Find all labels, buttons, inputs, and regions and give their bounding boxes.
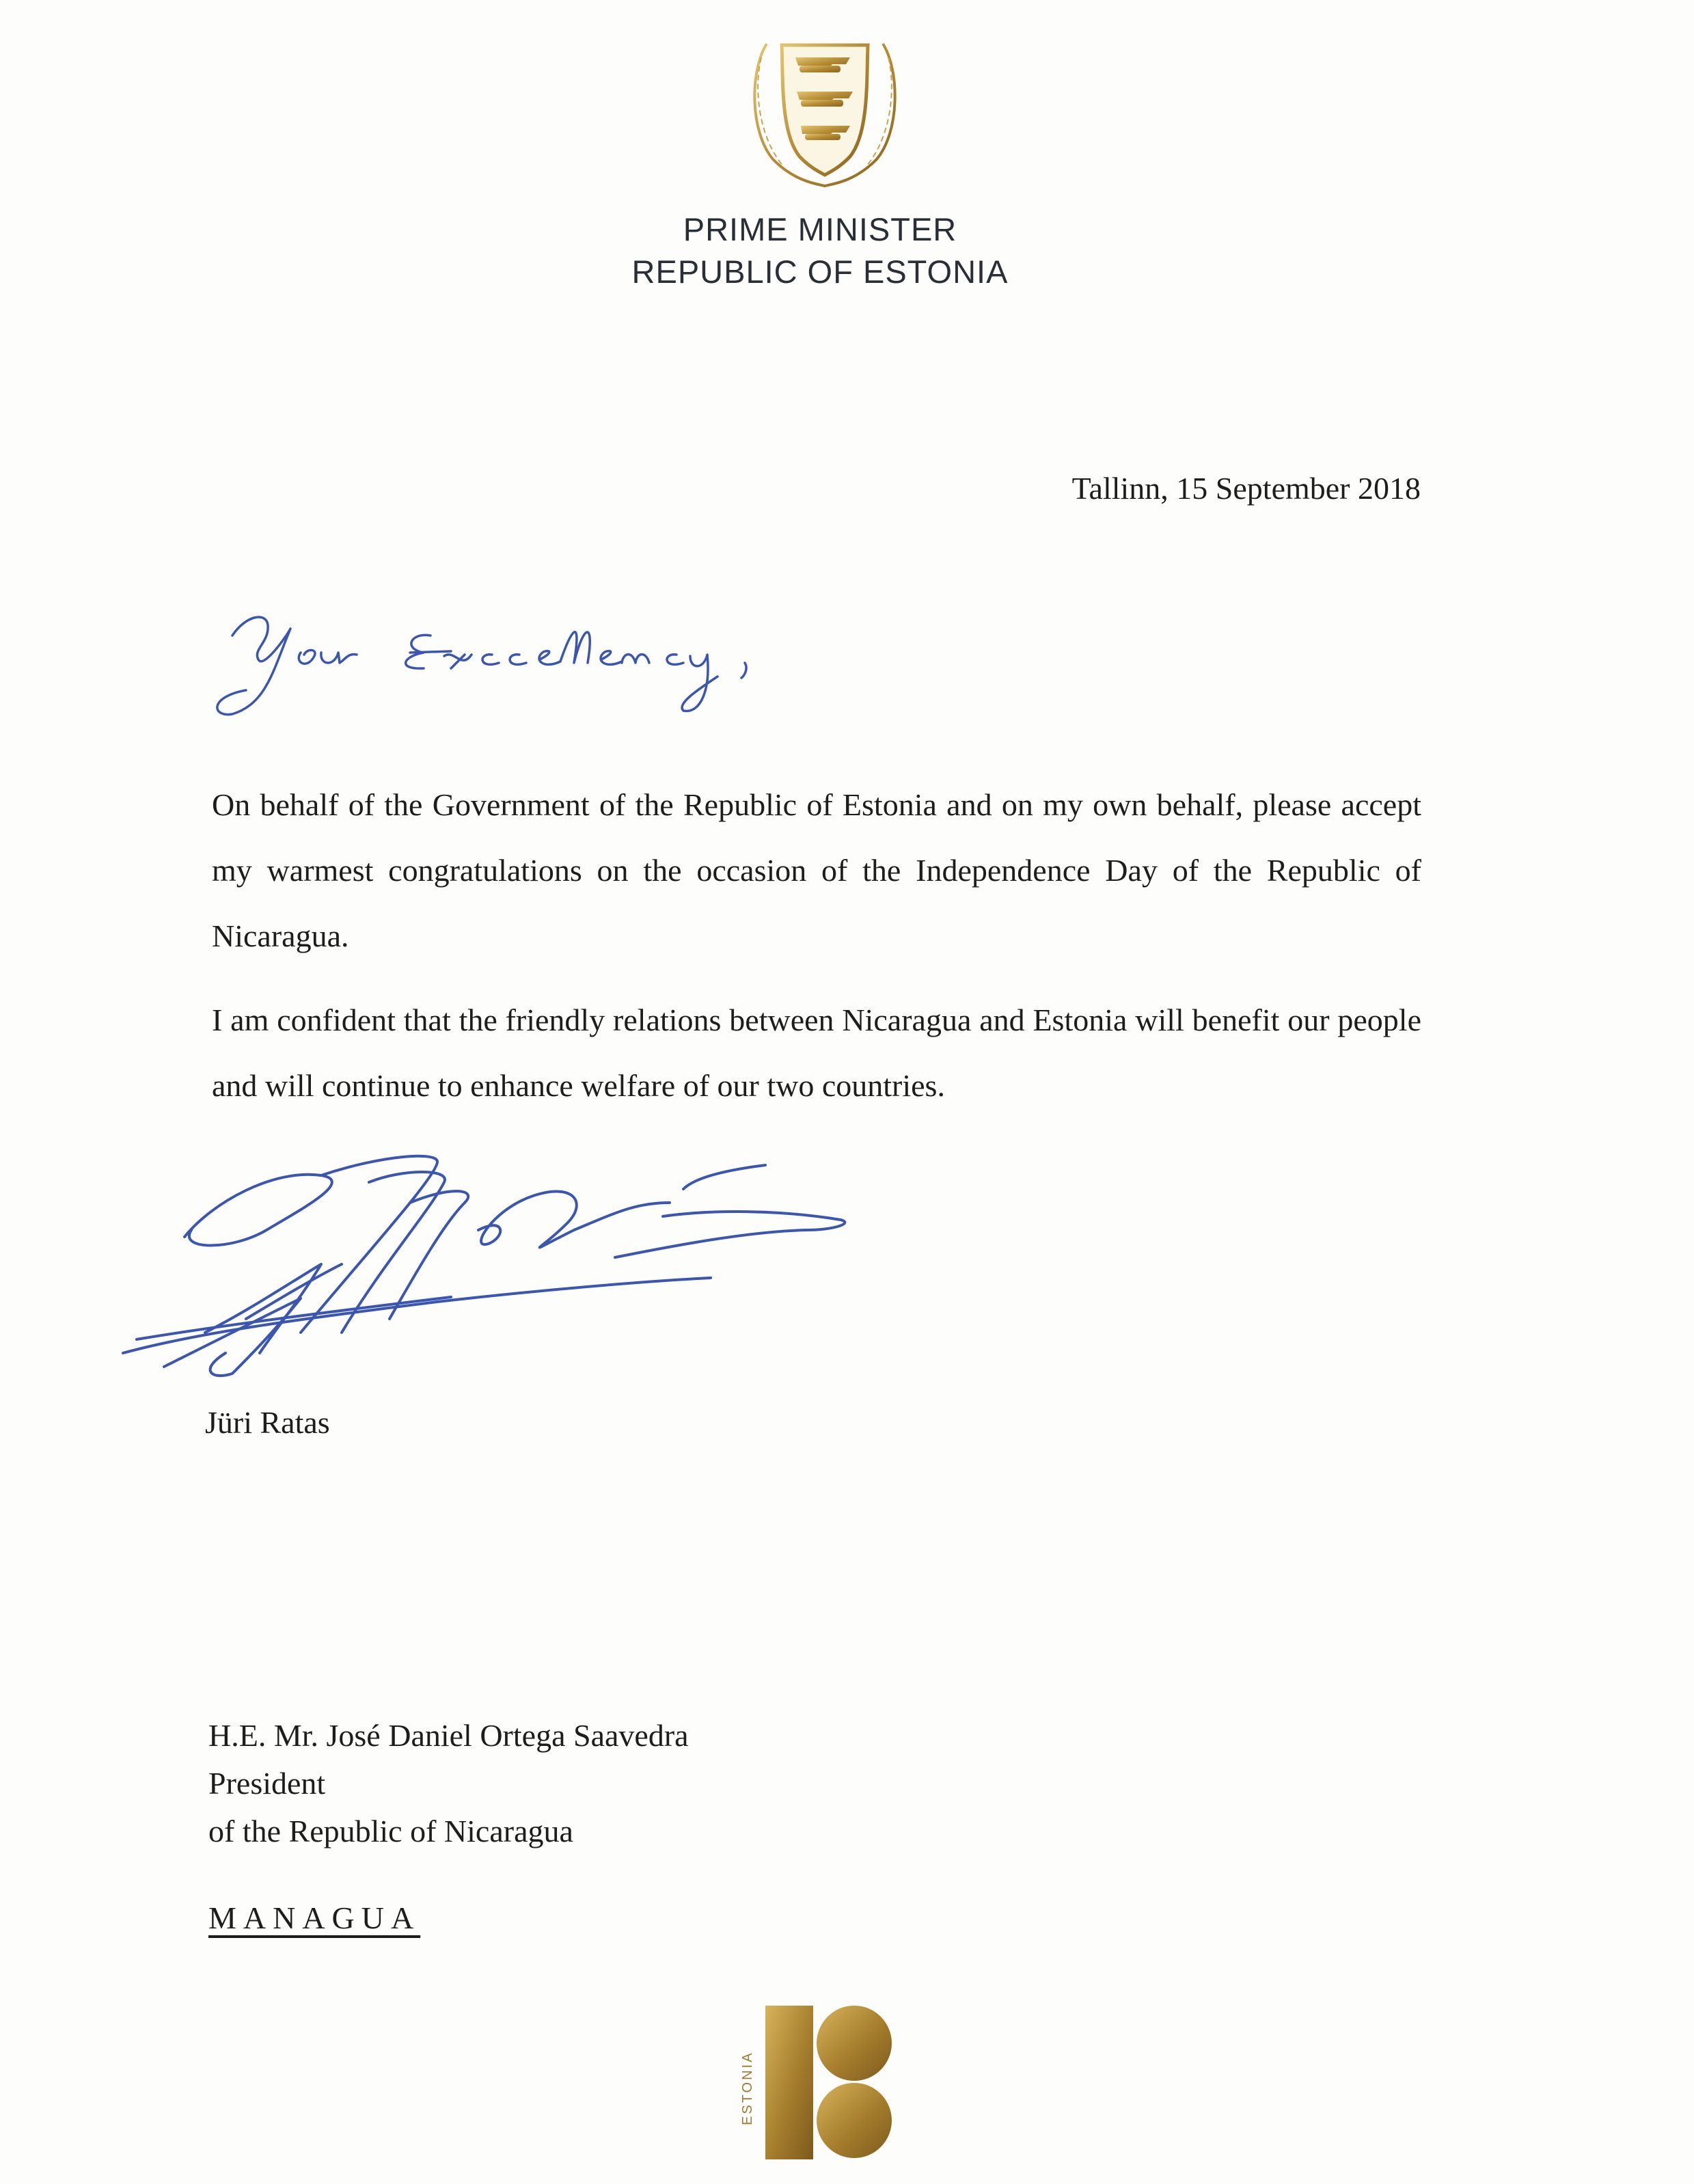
letterhead-subtitle: REPUBLIC OF ESTONIA: [631, 254, 1009, 290]
addressee-title: President: [208, 1766, 326, 1801]
date-line: Tallinn, 15 September 2018: [1071, 471, 1421, 506]
estonia-logo-text: ESTONIA: [740, 2051, 755, 2125]
signer-name: Jüri Ratas: [205, 1405, 330, 1440]
letter-paragraph-1: On behalf of the Government of the Republic of Estonia and on my own behalf, please accept my warmest congratulations on the occasion of the Independence Day of the Republic of Nicaragua.: [212, 787, 1421, 953]
addressee-country: of the Republic of Nicaragua: [208, 1814, 573, 1848]
addressee-name: H.E. Mr. José Daniel Ortega Saavedra: [208, 1718, 689, 1753]
addressee-block: [208, 1712, 689, 1855]
handwritten-signature: [96, 1128, 916, 1401]
destination-city: MANAGUA: [208, 1900, 421, 1935]
handwritten-salutation: [205, 595, 875, 731]
letterhead-title: PRIME MINISTER: [683, 211, 957, 247]
letter-paragraph-2: I am confident that the friendly relations between Nicaragua and Estonia will benefit our people and will continue to enhance welfare of our two countries.: [212, 1002, 1421, 1103]
coat-of-arms-icon: [746, 30, 903, 187]
letterhead: [478, 208, 1162, 293]
estonia-100-logo-icon: [738, 2006, 909, 2159]
